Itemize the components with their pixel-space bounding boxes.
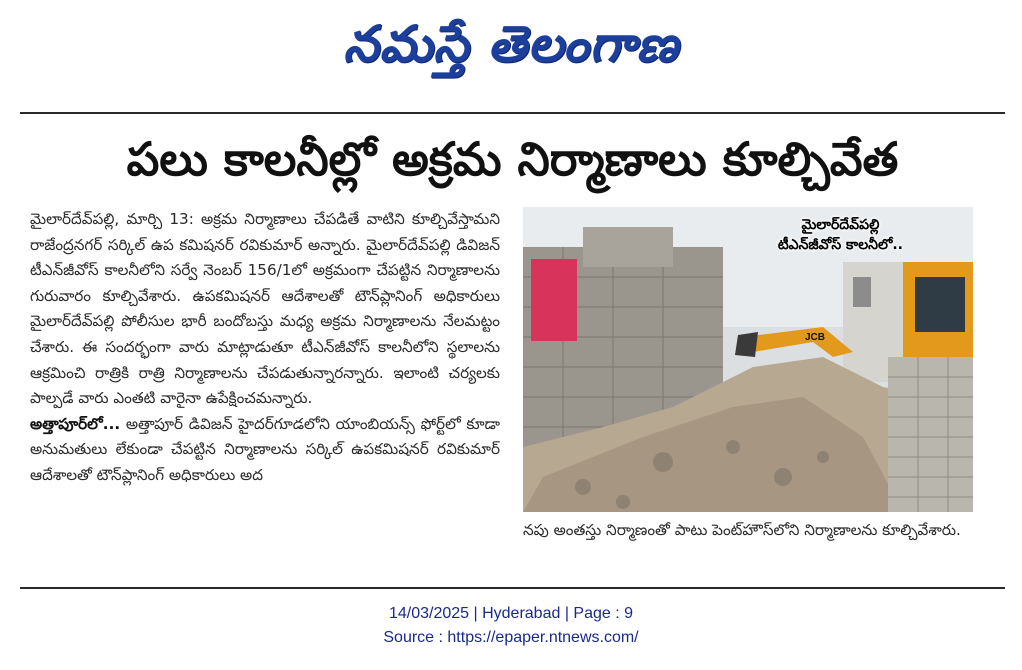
jcb-label: JCB [805,332,826,343]
source-link[interactable]: Source : https://epaper.ntnews.com/ [383,629,639,646]
article-body [30,207,500,489]
masthead [0,0,1022,92]
article-paragraph [30,412,500,489]
photo-overlay-line: మైలార్‌దేవ్‌పల్లి [801,217,880,233]
article-paragraph: మైలార్‌దేవ్‌పల్లి, మార్చి 13: అక్రమ నిర్మాణాలు చేపడితే వాటిని కూల్చివేస్తామని రాజేంద్రనగర్ సర్కిల్ ఉప కమిషనర్ రవికుమార్ అన్నారు. మైలార్‌దేవ్‌పల్లి డివిజన్ టీఎన్‌జీవోస్ కాలనీలోని సర్వే నెంబర్ 156/1లో అక్రమంగా చేపట్టిన నిర్మాణాలను గురువారం కూల్చివేశారు. ఉపకమిషనర్ ఆదేశాలతో టౌన్‌ప్లానింగ్ అధికారులు మైలార్‌దేవ్‌పల్లి పోలీసుల భారీ బందోబస్తు మధ్య అక్రమ నిర్మాణాలను నేలమట్టం చేశారు. ఈ సందర్భంగా వారు మాట్లాడుతూ టీఎన్‌జీవోస్ కాలనీలోని స్థలాలను ఆక్రమించి రాత్రికి రాత్రి నిర్మాణాలను చేపడుతున్నారన్నారు. ఇలాంటి చర్యలకు పాల్పడే వారు ఎంతటి వారైనా ఉపేక్షించమన్నారు. [30,210,500,408]
divider [20,112,1005,114]
article-photo [523,207,973,512]
photo-caption: నపు అంతస్తు నిర్మాణంతో పాటు పెంట్‌హౌస్‌లోని నిర్మాణాలను కూల్చివేశారు. [523,521,961,539]
newspaper-logo: నమస్తే తెలంగాణ [343,15,679,73]
article-paragraph-text: అత్తాపూర్ డివిజన్ హైదర్‌గూడలోని యాంబియన్స్ ఫోర్ట్‌లో కూడా అనుమతులు లేకుండా చేపట్టిన నిర్మాణాలను సర్కిల్ ఉపకమిషనర్ రవికుమార్ ఆదేశాలతో టౌన్‌ప్లానింగ్ అధికారులు అద [30,414,500,484]
divider [20,587,1005,589]
photo-overlay-line: టీఎన్‌జీవోస్ కాలనీలో.. [777,237,903,253]
photo-overlay-text [778,215,903,255]
section-lead: అత్తాపూర్‌లో... [30,414,121,433]
article-headline: పలు కాలనీల్లో అక్రమ నిర్మాణాలు కూల్చివేత [126,132,899,186]
demolition-photo [523,207,973,512]
edition-info: 14/03/2025 | Hyderabad | Page : 9 [388,605,634,622]
page-footer [0,602,1022,650]
